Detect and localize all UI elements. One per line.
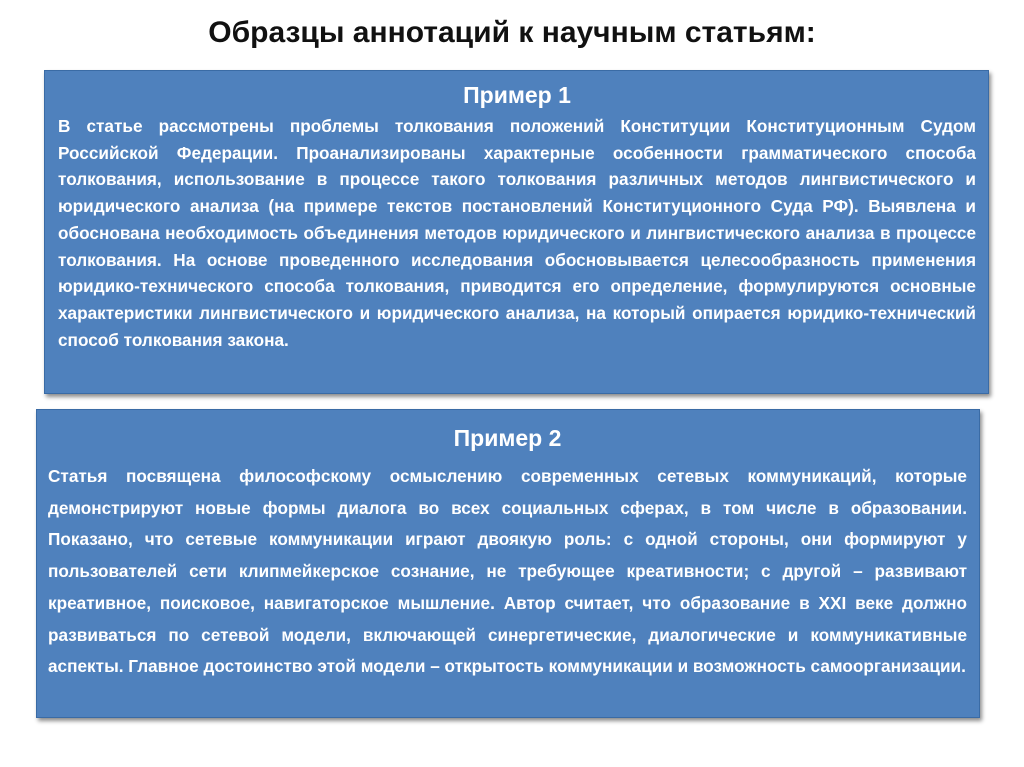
example-1-text: В статье рассмотрены проблемы толкования положений Конституции Конституционным Судом Российской Федерации. Проанализированы характерные особенности грамматического способа толкования, использование в процессе такого толкования различных методов лингвистического и юридического анализа (на примере текстов постановлений Конституционного Суда РФ). Выявлена и обоснована необходимость объединения методов юридического и лингвистического анализа в процессе толкования. На основе проведенного исследования обосновывается целесообразность применения юридико-технического способа толкования, приводится его определение, формулируются основные характеристики лингвистического и юридического анализа, на который опирается юридико-технический способ толкования закона. [58, 116, 976, 350]
example-1-heading: Пример 1 [463, 82, 571, 108]
slide-title: Образцы аннотаций к научным статьям: [208, 16, 816, 49]
example-1-box [44, 70, 989, 394]
example-2-heading: Пример 2 [453, 425, 562, 451]
example-2-text: Статья посвящена философскому осмыслению современных сетевых коммуникаций, которые демонстрируют новые формы диалога во всех социальных сферах, в том числе в образовании. Показано, что сетевые коммуникации играют двоякую роль: с одной стороны, они формируют у пользователей сети клипмейкерское сознание, не требующее креативности; с другой – развивают креативное, поисковое, навигаторское мышление. Автор считает, что образование в XXI веке должно развиваться по сетевой модели, включающей синергетические, диалогические и коммуникативные аспекты. Главное достоинство этой модели – открытость коммуникации и возможность самоорганизации. [48, 466, 967, 677]
example-2-box [36, 409, 980, 718]
